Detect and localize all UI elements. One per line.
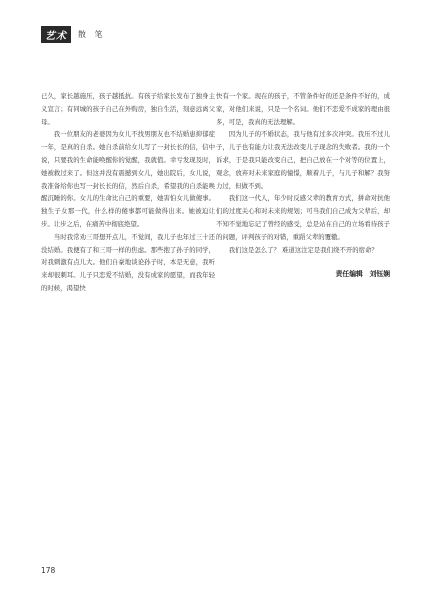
- paragraph: 我们这是怎么了？ 难道这注定是我们绕不开的宿命？: [228, 245, 378, 254]
- page-header: [41, 25, 106, 43]
- paragraph: 已久，家长越施压，孩子越抵抗。有孩子给家长发布了独身主义宣言；有同城的孩子自己在外购房，独自生活，刻意远离父母。: [41, 92, 215, 126]
- paragraph: 我们这一代人，年少时反感父辈的教育方式，拼命对抗他们的过度关心和对未来的规划；可当我们自己成为父辈后，却不知不觉地忘记了曾经的感受，总是站在自己的立场看待孩子的问题，评判孩子的对错，重蹈父辈的覆辙。: [216, 194, 390, 241]
- editor-credit: 责任编辑 刘钰娴: [335, 270, 390, 279]
- magazine-logo: 艺术: [41, 26, 71, 43]
- paragraph: 我一位朋友的老婆因为女儿不找男朋友也不结婚患抑郁症一年，是真的自杀。她自杀前给女儿写了一封长长的信，信中说，只要我的生命能唤醒你的觉醒，我就值。幸亏发现及时，她被救过来了。但这并没有震撼到女儿，她出院后，女儿说，我准备给你也写一封长长的信，然后自杀，希望我的自杀能唤醒沉睡的你。女儿的生命比自己的重要，她害怕女儿做傻事。独生子女那一代，什么样的傻事都可能做得出来。她被迫让步。让步之后，在痛苦中彻底绝望。: [41, 130, 215, 228]
- paragraph: 当时我常劝三哥想开点儿，不觉间，我儿子也年过三十还没结婚。我便有了和三哥一样的焦虑。那些抱了孙子的同学，对我刺激有点儿大。他们自豪地谈论孙子时，本是无意，我听来却很刺耳。儿子只恋爱不结婚，没有成家的愿望，而我年轻的时候，渴望快: [41, 232, 215, 292]
- page-number: 178: [41, 566, 56, 575]
- right-column: [216, 90, 390, 281]
- left-column: [41, 90, 215, 295]
- section-title: 散 笔: [78, 29, 106, 39]
- paragraph: 因为儿子的不婚状态，我与他有过多次冲突。我压不过儿子，儿子也有能力让我无法改变儿子现念的失败者。我的一个诉求，于是我只能改变自己，把自己放在一个对等的位置上，观念，放弃对未来家庭的憧憬，顺着儿子，与儿子和解？我努力过，但做不到。: [216, 130, 390, 190]
- paragraph: 快有一个家。现在的孩子，不管条件好的还是条件不好的，成家，对他们来说，只是一个名词。他们不恋爱不成家的理由很多，可是，我真的无法理解。: [216, 92, 390, 126]
